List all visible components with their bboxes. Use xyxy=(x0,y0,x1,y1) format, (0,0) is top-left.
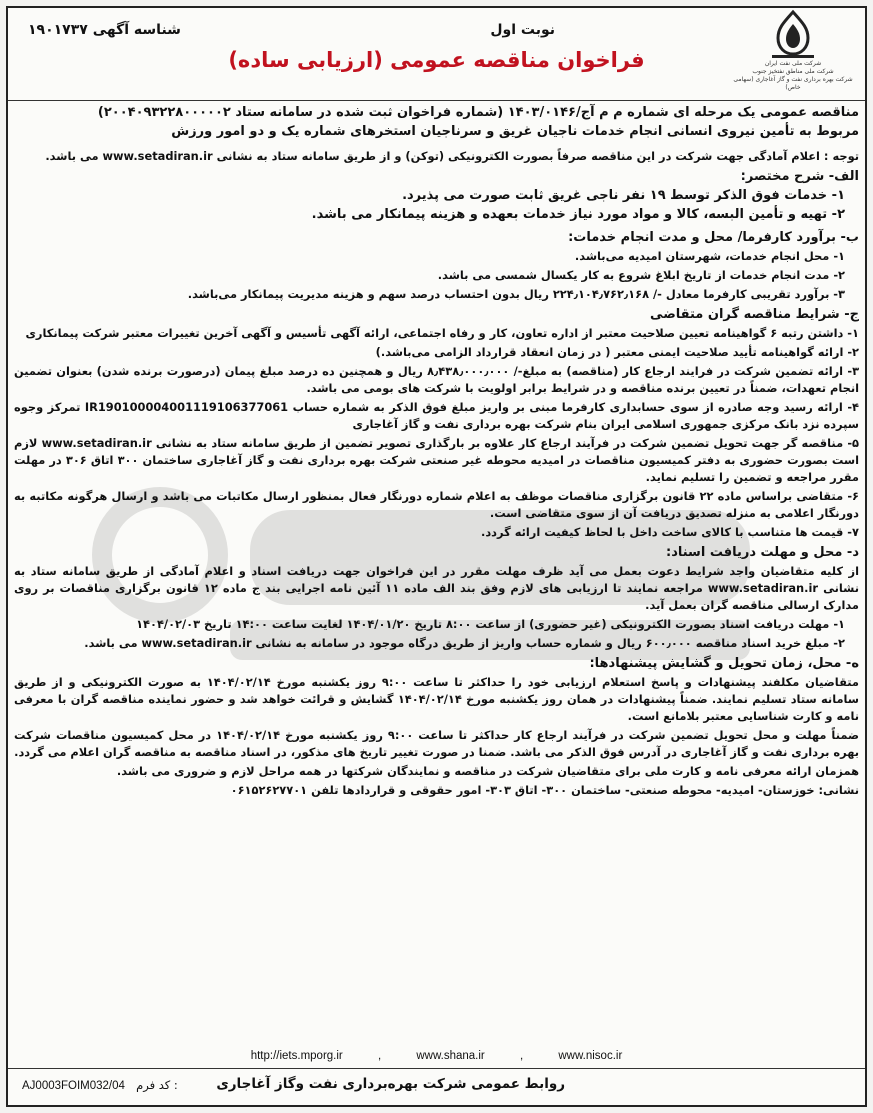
section-c-item-7: ۷- قیمت ها متناسب با کالای ساخت داخل با لحاظ کیفیت ارائه گردد. xyxy=(481,525,859,539)
page-title: فراخوان مناقصه عمومی (ارزیابی ساده) xyxy=(228,48,645,72)
address-line: نشانی: خوزستان- امیدیه- محوطه صنعتی- ساختمان ۳۰۰- اتاق ۳۰۳- امور حقوقی و قراردادها تلفن ۰۶۱۵۲۶۲۷۷۰۱ xyxy=(230,783,859,797)
section-c-item-4: ۴- ارائه رسید وجه صادره از سوی حسابداری کارفرما مبنی بر واریز مبلغ فوق الذکر به شماره حساب IR190100004001119106377061 تمرکز وجوه سپرده نزد بانک مرکزی جمهوری اسلامی ایران بنام شرکت بهره برداری نفت و گاز آغاجاری xyxy=(14,400,859,431)
round-label: نوبت اول xyxy=(490,22,555,38)
section-d-heading: د- محل و مهلت دریافت اسناد: xyxy=(666,545,859,560)
footer xyxy=(8,1072,865,1100)
section-d-body: از کلیه متقاضیان واجد شرایط دعوت بعمل می آید ظرف مهلت مقرر در این فراخوان جهت دریافت اسناد و اعلام آمادگی از طریق سامانه ستاد به نشانی www.setadiran.ir مراجعه نمایند تا ارزیابی های لازم وفق بند الف ماده ۱۱ آئین نامه اجرایی بند ج ماده ۱۲ قانون برگزاری مناقصات بر روی مدارک ارسالی مناقصه گران بعمل آید. xyxy=(14,564,860,612)
form-code-value: AJ0003FOIM032/04 xyxy=(22,1080,125,1092)
section-e-heading: ه- محل، زمان تحویل و گشایش پیشنهادها: xyxy=(589,656,859,671)
section-b-item-3: ۳- برآورد تقریبی کارفرما معادل -/ ۲۲۴٫۱۰۴٫۷۶۲٫۱۶۸ ریال بدون احتساب درصد سهم و هزینه مدیریت پیمانکار می‌باشد. xyxy=(187,287,845,301)
section-e-paragraph-2: ضمناً مهلت و محل تحویل تضمین شرکت در فرآیند ارجاع کار حداکثر تا ساعت ۹:۰۰ روز یکشنبه مورخ ۱۴۰۴/۰۲/۱۴ در محل کمیسیون مناقصات شرکت بهره برداری نفت و گاز آغاجاری در آدرس فوق الذکر می باشد. ضمنا در صورت تغییر تاریخ های مذکور، در اسناد مناقصه به مناقصه گران اعلام می گردد. xyxy=(14,728,859,759)
intro-line-1: مناقصه عمومی یک مرحله ای شماره م م آج/۱۴۰۳/۰۱۴۶ (شماره فراخوان ثبت شده در سامانه ستاد ۲۰۰۴۰۹۳۲۲۸۰۰۰۰۰۲) xyxy=(97,105,859,120)
link-iets[interactable]: http://iets.mporg.ir xyxy=(250,1050,343,1062)
section-c-heading: ج- شرایط مناقصه گران متقاضی xyxy=(650,307,859,322)
section-d-item-1: ۱- مهلت دریافت اسناد بصورت الکترونیکی (غیر حضوری) از ساعت ۸:۰۰ تاریخ ۱۴۰۴/۰۱/۲۰ لغایت ساعت ۱۴:۰۰ تاریخ ۱۴۰۴/۰۲/۰۳ xyxy=(136,617,845,631)
logo-caption-3: شرکت بهره برداری نفت و گاز آغاجاری (سهامی خاص) xyxy=(733,76,853,91)
form-code xyxy=(22,1078,178,1092)
logo-caption-1: شرکت ملی نفت ایران xyxy=(764,60,822,67)
footer-divider xyxy=(8,1068,865,1069)
header xyxy=(8,8,865,98)
section-b-heading: ب- برآورد کارفرما/ محل و مدت انجام خدمات: xyxy=(568,230,859,245)
section-c-item-5: ۵- مناقصه گر جهت تحویل تضمین شرکت در فرآیند ارجاع کار علاوه بر بارگذاری تصویر تضمین از طریق سامانه ستاد به نشانی www.setadiran.ir لازم است بصورت حضوری به دفتر کمیسیون مناقصات در امیدیه محوطه غیر صنعتی شرکت بهره برداری نفت و گاز آغاجاری ساختمان ۳۰۰ اتاق ۳۰۶ در مهلت مقرر مراجعه و تضمین را تسلیم نماید. xyxy=(14,436,859,484)
section-c-item-3: ۳- ارائه تضمین شرکت در فرایند ارجاع کار (مناقصه) به مبلغ-/ ۸٫۴۳۸٫۰۰۰٫۰۰۰ ریال و همچنین ده درصد مبلغ پیمان (درصورت برنده شدن) بعنوان تضمین انجام تعهدات، ضمناً در تعیین برنده مناقصه و در شرایط برابر اولویت با شرکت های بومی می باشد. xyxy=(14,364,860,395)
public-relations-signature: روابط عمومی شرکت بهره‌برداری نفت وگاز آغاجاری xyxy=(216,1076,565,1092)
link-shana[interactable]: www.shana.ir xyxy=(416,1050,485,1062)
section-a-item-2: ۲- تهیه و تأمین البسه، کالا و مواد مورد نیاز خدمات بعهده و هزینه پیمانکار می باشد. xyxy=(311,207,845,222)
section-a-item-1: ۱- خدمات فوق الذکر توسط ۱۹ نفر ناجی غریق ثابت صورت می پذیرد. xyxy=(402,188,845,203)
section-d-item-2: ۲- مبلغ خرید اسناد مناقصه ۶۰۰٫۰۰۰ ریال و شماره حساب واریز از طریق درگاه موجود در سامانه به نشانی www.setadiran.ir می باشد. xyxy=(84,636,845,650)
logo-caption-2: شرکت ملی مناطق نفتخیز جنوب xyxy=(752,68,834,75)
section-e-paragraph-3: همزمان ارائه معرفی نامه و کارت ملی برای متقاضیان شرکت در مناقصه و نمایندگان شرکتها در همه مراحل لازم و ضروری می باشد. xyxy=(116,764,859,778)
intro-line-2: مربوط به تأمین نیروی انسانی انجام خدمات ناجیان غریق و سرناجیان استخرهای شماره یک و دو امور ورزش xyxy=(171,124,859,139)
section-a-heading: الف- شرح مختصر: xyxy=(740,169,859,184)
header-divider xyxy=(8,100,865,101)
section-e-paragraph-1: متقاضیان مکلفند پیشنهادات و پاسخ استعلام ارزیابی خود را حداکثر تا ساعت ۹:۰۰ روز یکشنبه مورخ ۱۴۰۴/۰۲/۱۴ به صورت الکترونیکی و از طریق سامانه ستاد تسلیم نمایند. ضمناً پیشنهادات در همان روز یکشنبه مورخ ۱۴۰۴/۰۲/۱۴ گشایش و قرائت خواهد شد و حضور نماینده مناقصه گران با معرفی نامه و کارت شناسایی معتبر بلامانع است. xyxy=(14,675,859,723)
section-c-item-6: ۶- متقاضی براساس ماده ۲۲ قانون برگزاری مناقصات موظف به اعلام شماره دورنگار فعال بمنظور ارسال مکاتبات می باشد و ارسال هرگونه مکاتبه به دورنگار اعلامی به منزله تصدیق دریافت آن از سوی متقاضی است. xyxy=(14,489,859,520)
section-c-item-1: ۱- داشتن رتبه ۶ گواهینامه تعیین صلاحیت معتبر از اداره تعاون، کار و رفاه اجتماعی، ارائه آگهی تأسیس و آگهی آخرین تغییرات معتبر شرکت پیمانکاری xyxy=(25,326,859,340)
notice-body xyxy=(14,104,859,801)
notice-line: توجه : اعلام آمادگی جهت شرکت در این مناقصه صرفاً بصورت الکترونیکی (توکن) و از طریق سامانه ستاد به نشانی www.setadiran.ir می باشد. xyxy=(45,149,859,163)
section-c-item-2: ۲- ارائه گواهینامه تأیید صلاحیت ایمنی معتبر ( در زمان انعقاد قرارداد الزامی می‌باشد.) xyxy=(375,345,859,359)
form-code-label: کد فرم : xyxy=(136,1078,178,1092)
link-nisoc[interactable]: www.nisoc.ir xyxy=(558,1050,623,1062)
website-links: http://iets.mporg.ir , www.shana.ir , www.nisoc.ir xyxy=(250,1050,623,1062)
section-b-item-1: ۱- محل انجام خدمات، شهرستان امیدیه می‌باشد. xyxy=(574,249,845,263)
section-b-item-2: ۲- مدت انجام خدمات از تاریخ ابلاغ شروع به کار یکسال شمسی می باشد. xyxy=(437,268,845,282)
ad-id: شناسه آگهی ۱۹۰۱۷۳۷ xyxy=(28,22,181,38)
